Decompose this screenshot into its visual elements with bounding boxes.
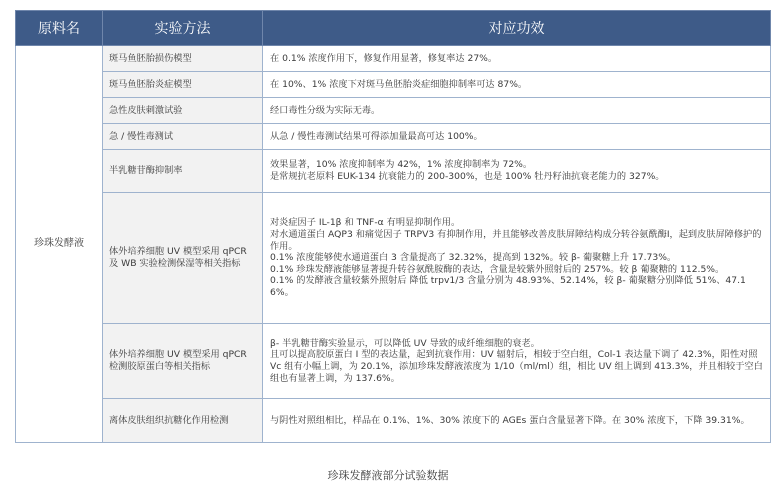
- effect-line: 在 10%、1% 浓度下对斑马鱼胚胎炎症细胞抑制率可达 87%。: [270, 78, 528, 90]
- method-cell: 急性皮肤刺激试验: [103, 98, 263, 124]
- effect-line: 0.1% 的发酵液含量较紫外照射后 降低 trpv1/3 含量分别为 48.93%、52.14%，较 β- 葡聚糖分别降低 51%、47.16%。: [270, 275, 746, 298]
- table-body: [16, 46, 771, 443]
- effect-line: 对炎症因子 IL-1β 和 TNF-α 有明显抑制作用。: [270, 217, 461, 229]
- material-cell: 珍珠发酵液: [16, 46, 103, 443]
- header-material: 原料名: [16, 11, 103, 46]
- table-row: [16, 98, 771, 124]
- effect-cell: [263, 150, 771, 193]
- effect-line: 在 0.1% 浓度作用下，修复作用显著，修复率达 27%。: [270, 52, 498, 64]
- table-row: [16, 324, 771, 399]
- table-row: [16, 150, 771, 193]
- header-method: 实验方法: [103, 11, 263, 46]
- data-table: [15, 10, 771, 443]
- table-row: [16, 399, 771, 443]
- method-cell: 体外培养细胞 UV 模型采用 qPCR 检测胶原蛋白等相关指标: [103, 324, 263, 399]
- table-row: [16, 193, 771, 324]
- table-caption: 珍珠发酵液部分试验数据: [327, 469, 449, 482]
- effect-cell: [263, 399, 771, 443]
- effect-line: 对水通道蛋白 AQP3 和痛觉因子 TRPV3 有抑制作用，并且能够改善皮肤屏障结构成分转谷氨酰酶Ⅰ，起到皮肤屏障修护的作用。: [270, 229, 762, 252]
- effect-cell: [263, 324, 771, 399]
- method-cell: 半乳糖苷酶抑制率: [103, 150, 263, 193]
- effect-line: β- 半乳糖苷酶实验显示，可以降低 UV 导致的成纤维细胞的衰老。: [270, 337, 540, 349]
- effect-line: 经口毒性分级为实际无毒。: [270, 104, 381, 116]
- table-row: [16, 46, 771, 72]
- data-table-wrapper: [15, 10, 770, 443]
- effect-cell: [263, 98, 771, 124]
- effect-line: 且可以提高胶原蛋白 I 型的表达量，起到抗衰作用：UV 辐射后，相较于空白组，Col-1 表达量下调了 42.3%，阳性对照 Vc 组有小幅上调，为 20.1%，添加珍珠发酵液浓度为 1/10（ml/ml）组，相比 UV 组上调到 413.3%，并且相较于空白组也有显著上调，为 137.6%。: [270, 349, 763, 384]
- table-header: [16, 11, 771, 46]
- header-effect: 对应功效: [263, 11, 771, 46]
- method-cell: 急 / 慢性毒测试: [103, 124, 263, 150]
- method-cell: 斑马鱼胚胎损伤模型: [103, 46, 263, 72]
- effect-cell: [263, 124, 771, 150]
- table-row: [16, 72, 771, 98]
- effect-line: 与阴性对照组相比，样品在 0.1%、1%、30% 浓度下的 AGEs 蛋白含量显著下降。在 30% 浓度下，下降 39.31%。: [270, 414, 750, 426]
- effect-line: 效果显著，10% 浓度抑制率为 42%，1% 浓度抑制率为 72%。: [270, 159, 533, 171]
- method-cell: 斑马鱼胚胎炎症模型: [103, 72, 263, 98]
- effect-cell: [263, 72, 771, 98]
- effect-cell: [263, 46, 771, 72]
- effect-line: 0.1% 浓度能够使水通道蛋白 3 含量提高了 32.32%，提高到 132%。较 β- 葡聚糖上升 17.73%。: [270, 252, 677, 264]
- effect-line: 0.1% 珍珠发酵液能够显著提升转谷氨酰胺酶的表达，含量是较紫外照射后的 257%。较 β 葡聚糖的 112.5%。: [270, 263, 725, 275]
- effect-line: 是常规抗老原料 EUK-134 抗衰能力的 200-300%，也是 100% 牡丹籽油抗衰老能力的 327%。: [270, 171, 665, 182]
- method-cell: 体外培养细胞 UV 模型采用 qPCR 及 WB 实验检测保湿等相关指标: [103, 193, 263, 324]
- effect-cell: [263, 193, 771, 324]
- method-cell: 离体皮肤组织抗糖化作用检测: [103, 399, 263, 443]
- effect-line: 从急 / 慢性毒测试结果可得添加量最高可达 100%。: [270, 130, 483, 142]
- table-row: [16, 124, 771, 150]
